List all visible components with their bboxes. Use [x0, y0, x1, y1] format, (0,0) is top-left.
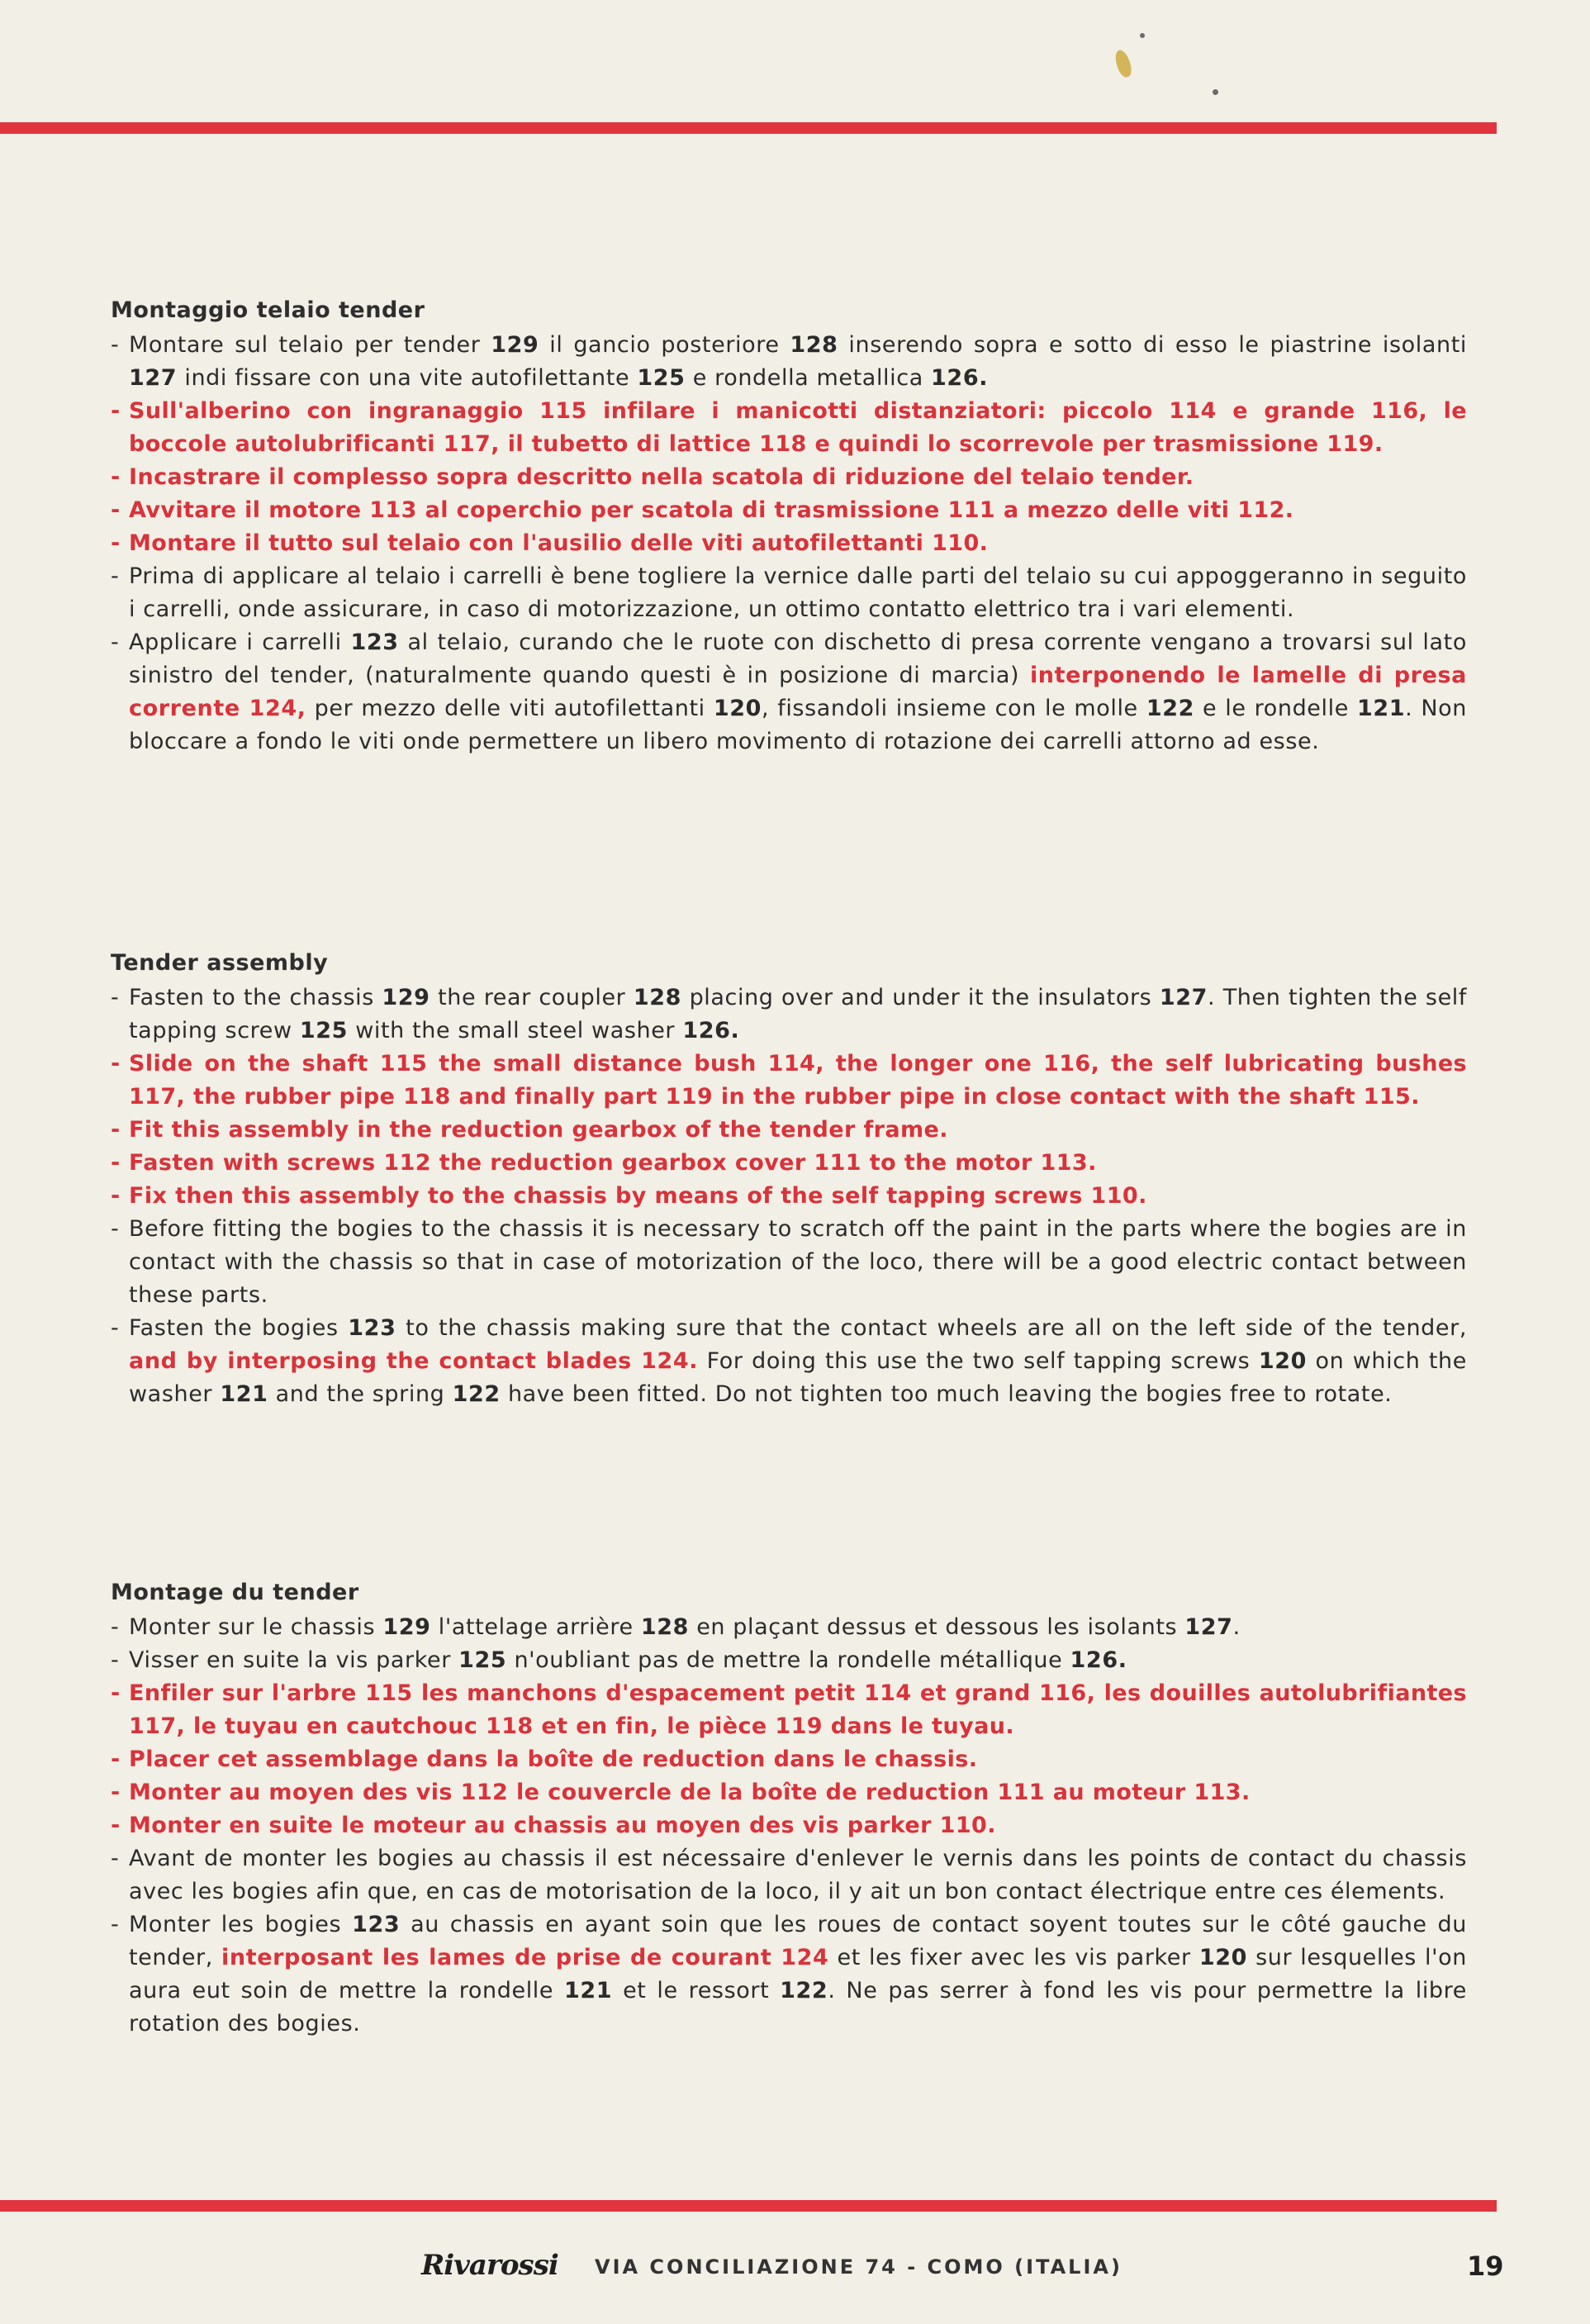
highlighted-text: and by interposing the contact blades 124.	[129, 1348, 699, 1374]
part-number: 121	[220, 1381, 268, 1407]
part-number: 129	[382, 1614, 431, 1640]
highlighted-text: Avvitare il motore 113 al coperchio per scatola di trasmissione 111 a mezzo delle viti 112.	[129, 497, 1294, 523]
part-number: 127	[129, 365, 178, 391]
instruction-item	[111, 494, 1467, 527]
section-italian	[111, 296, 1467, 758]
instruction-list	[111, 329, 1467, 758]
highlighted-text: Fix then this assembly to the chassis by means of the self tapping screws 110.	[129, 1183, 1147, 1209]
section-french	[111, 1578, 1467, 2041]
instruction-item: - Monter les bogies 123 au chassis en ayant soin que les roues de contact soyent toutes sur le côté gauche du tender, interposant les lames de prise de courant 124 et les fixer avec les vis parker 120 sur lesquelles l'on aura eut soin de mettre la rondelle 121 et le ressort 122. Ne pas serrer à fond les vis pour permettre la libre rotation des bogies.	[111, 1908, 1467, 2041]
instruction-item: - Fasten to the chassis 129 the rear coupler 128 placing over and under it the insulators 127. Then tighten the self tapping screw 125 with the small steel washer 126.	[111, 981, 1467, 1048]
instruction-item: - Montare sul telaio per tender 129 il gancio posteriore 128 inserendo sopra e sotto di esso le piastrine isolanti 127 indi fissare con una vite autofilettante 125 e rondella metallica 126.	[111, 329, 1467, 395]
part-number: 121	[1356, 696, 1406, 721]
part-number: 128	[790, 332, 838, 358]
part-number: 129	[382, 985, 430, 1010]
paper-speck-mark	[1213, 89, 1218, 95]
instruction-item: - Monter sur le chassis 129 l'attelage arrière 128 en plaçant dessus et dessous les isolants 127.	[111, 1611, 1467, 1644]
instruction-item	[111, 395, 1467, 461]
part-number: 120	[1198, 1945, 1247, 1970]
part-number: 125	[637, 365, 686, 391]
highlighted-text: Slide on the shaft 115 the small distance bush 114, the longer one 116, the self lubricating bushes 117, the rubber pipe 118 and finally part 119 in the rubber pipe in close contact with the shaft 115.	[129, 1051, 1467, 1110]
part-number: 126.	[931, 365, 989, 391]
instruction-item: - Applicare i carrelli 123 al telaio, curando che le ruote con dischetto di presa corrente vengano a trovarsi sul lato sinistro del tender, (naturalmente quando questi è in posizione di marcia) interponendo le lamelle di presa corrente 124, per mezzo delle viti autofilettanti 120, fissandoli insieme con le molle 122 e le rondelle 121. Non bloccare a fondo le viti onde permettere un libero movimento di rotazione dei carrelli attorno ad esse.	[111, 626, 1467, 758]
highlighted-text: Sull'alberino con ingranaggio 115 infilare i manicotti distanziatori: piccolo 114 e grande 116, le boccole autolubrificanti 117, il tubetto di lattice 118 e quindi lo scorrevole per trasmissione 119.	[129, 398, 1467, 457]
paper-speck-mark	[1140, 33, 1145, 38]
page-number: 19	[1467, 2250, 1504, 2282]
top-red-rule	[0, 122, 1497, 134]
section-english	[111, 948, 1467, 1411]
instruction-item	[111, 1776, 1467, 1809]
instruction-item: - Avant de monter les bogies au chassis il est nécessaire d'enlever le vernis dans les points de contact du chassis avec les bogies afin que, en cas de motorisation de la loco, il y ait un bon contact électrique entre ces élements.	[111, 1842, 1467, 1908]
highlighted-text: Monter en suite le moteur au chassis au moyen des vis parker 110.	[129, 1813, 996, 1838]
highlighted-text: Placer cet assemblage dans la boîte de reduction dans le chassis.	[129, 1747, 978, 1772]
highlighted-text: Enfiler sur l'arbre 115 les manchons d'espacement petit 114 et grand 116, les douilles autolubrifiantes 117, le tuyau en cautchouc 118 et en fin, le pièce 119 dans le tuyau.	[129, 1680, 1467, 1739]
instruction-item	[111, 1048, 1467, 1114]
instruction-item	[111, 461, 1467, 494]
part-number: 122	[780, 1978, 828, 2003]
instruction-item	[111, 1743, 1467, 1776]
part-number: 129	[491, 332, 539, 358]
paper-stain-mark	[1113, 48, 1134, 78]
brand-logo: Rivarossi	[421, 2249, 558, 2282]
highlighted-text: Montare il tutto sul telaio con l'ausilio delle viti autofilettanti 110.	[129, 530, 989, 556]
instruction-item	[111, 527, 1467, 560]
highlighted-text: interponendo le lamelle di presa corrente 124,	[129, 663, 1467, 721]
instruction-list	[111, 981, 1467, 1411]
instruction-item	[111, 1180, 1467, 1213]
part-number: 121	[564, 1978, 613, 2003]
highlighted-text: Fit this assembly in the reduction gearbox of the tender frame.	[129, 1117, 948, 1143]
part-number: 128	[633, 985, 682, 1010]
part-number: 122	[1146, 696, 1194, 721]
part-number: 122	[452, 1381, 501, 1407]
instruction-item: - Fasten the bogies 123 to the chassis making sure that the contact wheels are all on the left side of the tender, and by interposing the contact blades 124. For doing this use the two self tapping screws 120 on which the washer 121 and the spring 122 have been fitted. Do not tighten too much leaving the bogies free to rotate.	[111, 1312, 1467, 1411]
bottom-red-rule	[0, 2200, 1497, 2212]
part-number: 123	[348, 1315, 396, 1341]
instruction-item	[111, 1114, 1467, 1147]
instruction-item: - Prima di applicare al telaio i carrelli è bene togliere la vernice dalle parti del telaio su cui appoggeranno in seguito i carrelli, onde assicurare, in caso di motorizzazione, un ottimo contatto elettrico tra i vari elementi.	[111, 560, 1467, 626]
section-title: Tender assembly	[111, 950, 329, 976]
highlighted-text: Fasten with screws 112 the reduction gearbox cover 111 to the motor 113.	[129, 1150, 1097, 1176]
part-number: 126.	[1070, 1647, 1127, 1673]
highlighted-text: Incastrare il complesso sopra descritto nella scatola di riduzione del telaio tender.	[129, 464, 1194, 490]
instruction-item	[111, 1677, 1467, 1743]
part-number: 120	[1258, 1348, 1307, 1374]
instruction-item	[111, 1147, 1467, 1180]
section-title: Montage du tender	[111, 1580, 359, 1605]
part-number: 123	[350, 630, 399, 655]
company-address: VIA CONCILIAZIONE 74 - COMO (ITALIA)	[595, 2255, 1122, 2279]
section-title: Montaggio telaio tender	[111, 297, 425, 323]
highlighted-text: Monter au moyen des vis 112 le couvercle de la boîte de reduction 111 au moteur 113.	[129, 1780, 1251, 1805]
part-number: 125	[458, 1647, 507, 1673]
part-number: 128	[640, 1614, 690, 1640]
part-number: 127	[1159, 985, 1208, 1010]
instruction-list	[111, 1611, 1467, 2041]
part-number: 120	[713, 696, 762, 721]
part-number: 125	[299, 1018, 349, 1043]
page-footer	[0, 2244, 1590, 2293]
part-number: 123	[352, 1912, 401, 1937]
instruction-item: - Before fitting the bogies to the chassis it is necessary to scratch off the paint in the parts where the bogies are in contact with the chassis so that in case of motorization of the loco, there will be a good electric contact between these parts.	[111, 1213, 1467, 1312]
highlighted-text: interposant les lames de prise de courant 124	[221, 1945, 829, 1970]
part-number: 127	[1184, 1614, 1233, 1640]
part-number: 126.	[682, 1018, 740, 1043]
instruction-item: - Visser en suite la vis parker 125 n'oubliant pas de mettre la rondelle métallique 126.	[111, 1644, 1467, 1677]
instruction-item	[111, 1809, 1467, 1842]
